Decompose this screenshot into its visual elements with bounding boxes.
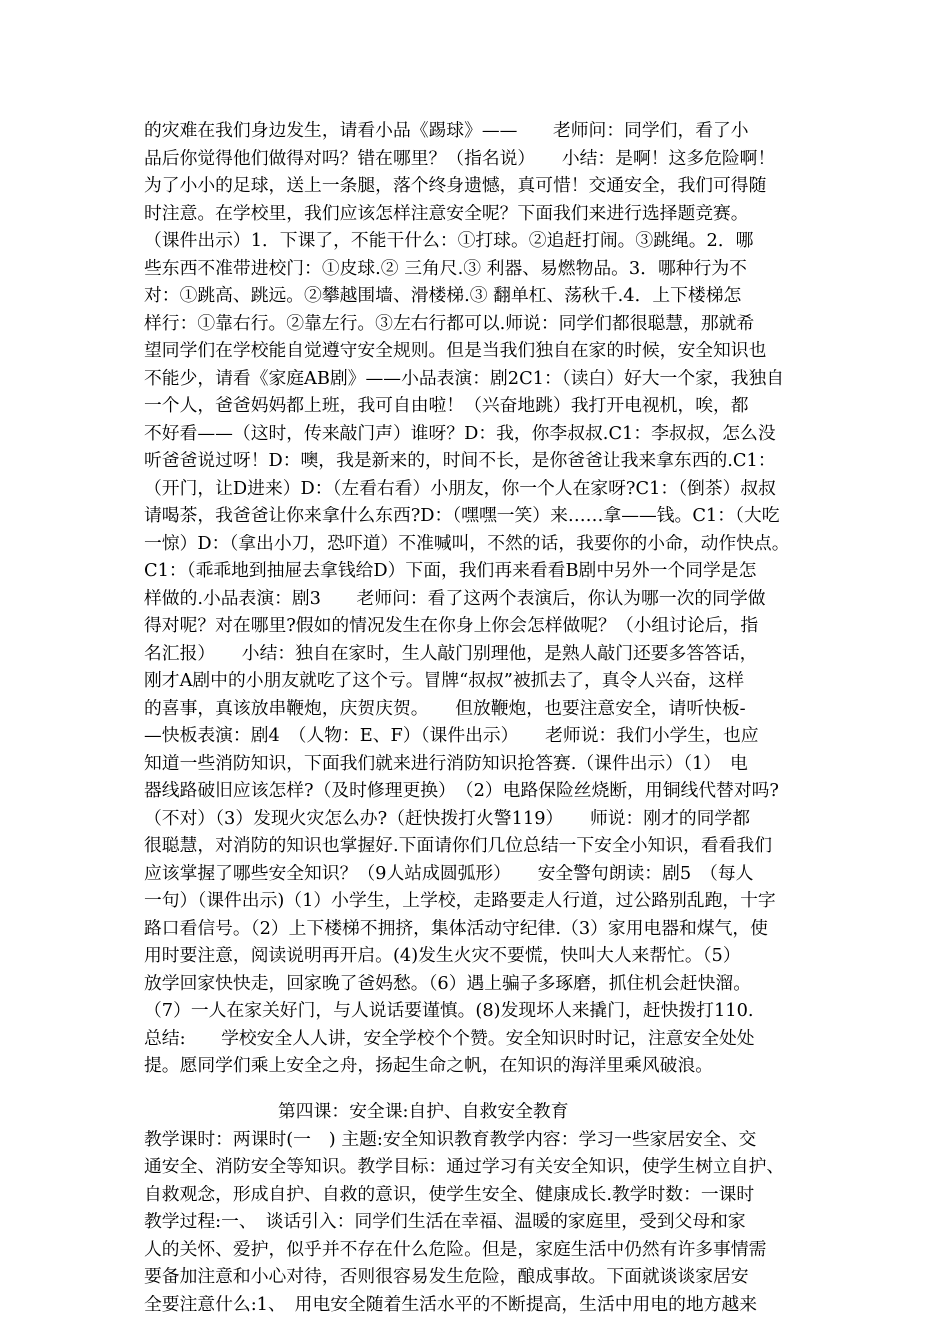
text-line: （不对）（3）发现火灾怎么办?（赶快拨打火警119） 师说：刚才的同学都: [144, 808, 750, 829]
text-line: 的喜事，真该放串鞭炮，庆贺庆贺。 但放鞭炮，也要注意安全，请听快板-: [144, 698, 746, 719]
text-line: 得对呢？对在哪里?假如的情况发生在你身上你会怎样做呢？（小组讨论后，指: [144, 615, 759, 636]
text-line: 对：①跳高、跳远。②攀越围墙、滑楼梯.③ 翻单杠、荡秋千.4．上下楼梯怎: [144, 285, 742, 306]
text-line: 通安全、消防安全等知识。教学目标：通过学习有关安全知识，使学生树立自护、: [144, 1156, 785, 1177]
text-line: 望同学们在学校能自觉遵守安全规则。但是当我们独自在家的时候，安全知识也: [144, 340, 767, 361]
text-line: C1：（乖乖地到抽屉去拿钱给D）下面，我们再来看看B剧中另外一个同学是怎: [144, 560, 757, 581]
text-line: 名汇报） 小结：独自在家时，生人敲门别理他，是熟人敲门还要多答答话，: [144, 643, 758, 664]
text-line: 器线路破旧应该怎样?（及时修理更换） （2）电路保险丝烧断，用铜线代替对吗?: [144, 780, 779, 801]
text-line: 提。愿同学们乘上安全之舟，扬起生命之帆，在知识的海洋里乘风破浪。: [144, 1055, 714, 1076]
text-line: 路口看信号。（2）上下楼梯不拥挤，集体活动守纪律.（3）家用电器和煤气，使: [144, 918, 768, 939]
lesson-heading: 第四课：安全课:自护、自救安全教育: [278, 1101, 569, 1122]
text-line: 自救观念，形成自护、自救的意识，使学生安全、健康成长.教学时数：一课时: [144, 1184, 755, 1205]
text-line: 时注意。在学校里，我们应该怎样注意安全呢？下面我们来进行选择题竞赛。: [144, 203, 749, 224]
text-line: 总结: 学校安全人人讲，安全学校个个赞。安全知识时时记，注意安全处处: [144, 1028, 755, 1049]
text-line: 全要注意什么:1、 用电安全随着生活水平的不断提高，生活中用电的地方越来: [144, 1294, 757, 1315]
text-line: 一个人，爸爸妈妈都上班，我可自由啦！（兴奋地跳）我打开电视机，唉，都: [144, 395, 749, 416]
text-line: 听爸爸说过呀！D：噢，我是新来的，时间不长，是你爸爸让我来拿东西的.C1：: [144, 450, 776, 471]
text-line: 不能少，请看《家庭AB剧》——小品表演：剧2C1：（读白）好大一个家，我独自: [144, 368, 785, 389]
text-line: 不好看——（这时，传来敲门声）谁呀？D：我，你李叔叔.C1：李叔叔，怎么没: [144, 423, 776, 444]
text-line: 请喝茶，我爸爸让你来拿什么东西?D：（嘿嘿一笑）来……拿——钱。C1：（大吃: [144, 505, 780, 526]
text-line: 刚才A剧中的小朋友就吃了这个亏。冒牌“叔叔”被抓去了，真令人兴奋，这样: [144, 670, 745, 691]
text-line: 一句）（课件出示)（1）小学生，上学校，走路要走人行道，过公路别乱跑，十字: [144, 890, 776, 911]
text-line: —快板表演：剧4 （人物：E、F）（课件出示） 老师说：我们小学生，也应: [144, 725, 759, 746]
text-line: 教学过程:一、 谈话引入：同学们生活在幸福、温暖的家庭里，受到父母和家: [144, 1211, 746, 1232]
text-line: 用时要注意，阅读说明再开启。(4)发生火灾不要慌，快叫大人来帮忙。（5）: [144, 945, 741, 966]
text-line: 一惊）D：（拿出小刀，恐吓道）不准喊叫，不然的话，我要你的小命，动作快点。: [144, 533, 790, 554]
text-line: 人的关怀、爱护，似乎并不存在什么危险。但是，家庭生活中仍然有许多事情需: [144, 1239, 767, 1260]
text-line: 的灾难在我们身边发生，请看小品《踢球》—— 老师问：同学们，看了小: [144, 120, 749, 141]
text-line: （课件出示）1．下课了，不能干什么：①打球。②追赶打闹。③跳绳。2．哪: [144, 230, 754, 251]
text-line: （开门，让D进来）D：（左看右看）小朋友，你一个人在家呀?C1：（倒茶）叔叔: [144, 478, 776, 499]
text-line: （7）一人在家关好门，与人说话要谨慎。(8)发现坏人来撬门，赶快拨打110.: [144, 1000, 754, 1021]
text-line: 些东西不准带进校门：①皮球.② 三角尺.③ 利器、易燃物品。3．哪种行为不: [144, 258, 747, 279]
text-line: 教学课时：两课时(一 ) 主题:安全知识教育教学内容：学习一些家居安全、交: [144, 1129, 757, 1150]
text-line: 样做的.小品表演：剧3 老师问：看了这两个表演后，你认为哪一次的同学做: [144, 588, 766, 609]
text-line: 放学回家快快走，回家晚了爸妈愁。（6）遇上骗子多琢磨，抓住机会赶快溜。: [144, 973, 751, 994]
text-line: 很聪慧，对消防的知识也掌握好.下面请你们几位总结一下安全小知识，看看我们: [144, 835, 772, 856]
text-line: 应该掌握了哪些安全知识？（9人站成圆弧形） 安全警句朗读：剧5 （每人: [144, 863, 754, 884]
text-line: 品后你觉得他们做得对吗？错在哪里？（指名说） 小结：是啊！这多危险啊！: [144, 148, 776, 169]
text-line: 为了小小的足球，送上一条腿，落个终身遗憾，真可惜！交通安全，我们可得随: [144, 175, 767, 196]
text-line: 知道一些消防知识，下面我们就来进行消防知识抢答赛.（课件出示）（1） 电: [144, 753, 748, 774]
text-line: 要备加注意和小心对待，否则很容易发生危险，酿成事故。下面就谈谈家居安: [144, 1266, 749, 1287]
text-line: 样行：①靠右行。②靠左行。③左右行都可以.师说：同学们都很聪慧，那就希: [144, 313, 755, 334]
